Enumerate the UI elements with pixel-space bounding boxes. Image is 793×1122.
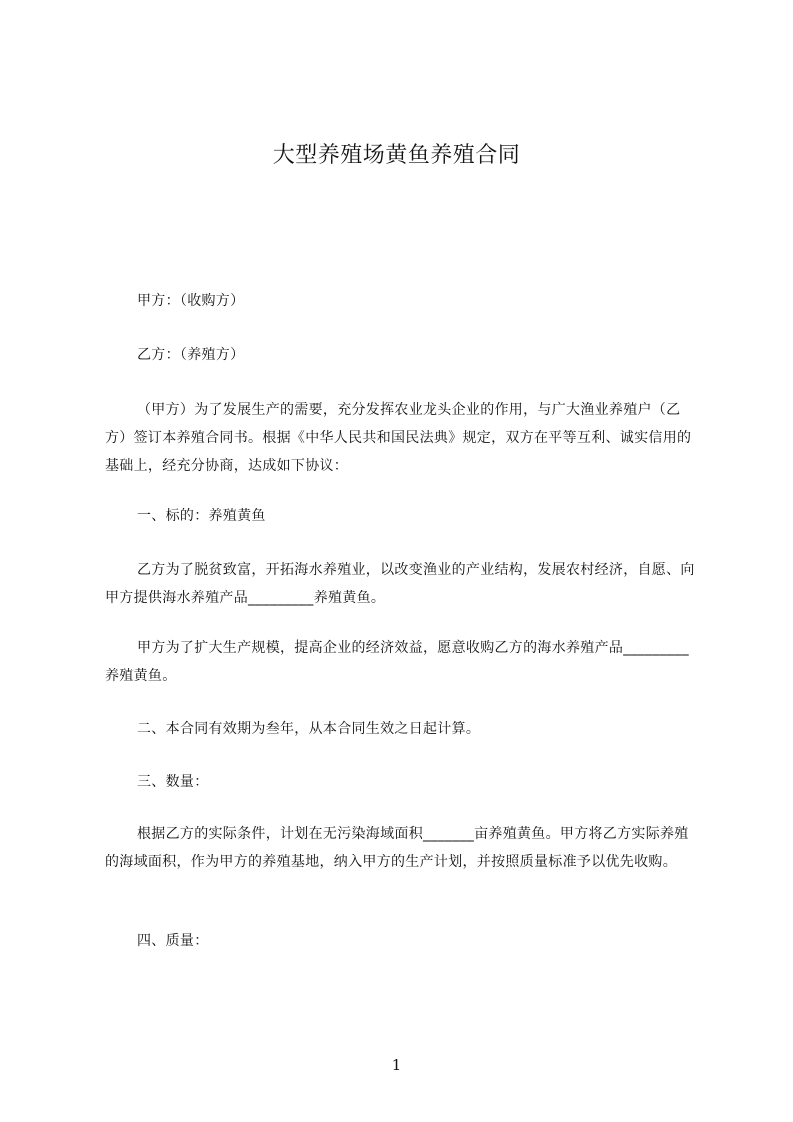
intro-paragraph: （甲方）为了发展生产的需要，充分发挥农业龙头企业的作用，与广大渔业养殖户（乙方）签订本养殖合同书。根据《中华人民共和国民法典》规定，双方在平等互利、诚实信用的基础上，经充分协商，达成如下协议：: [105, 402, 692, 474]
section-3-paragraph: 根据乙方的实际条件，计划在无污染海域面积_______亩养殖黄鱼。甲方将乙方实际养殖的海域面积，作为甲方的养殖基地，纳入甲方的生产计划，并按照质量标准予以优先收购。: [105, 826, 689, 870]
section-3-heading: 三、数量：: [137, 774, 209, 790]
section-1-paragraph-2: 甲方为了扩大生产规模，提高企业的经济效益，愿意收购乙方的海水养殖产品_________养殖黄鱼。: [105, 640, 689, 684]
page-number: 1: [391, 1056, 402, 1074]
section-1-paragraph-1: 乙方为了脱贫致富，开拓海水养殖业，以改变渔业的产业结构，发展农村经济，自愿、向甲方提供海水养殖产品_________养殖黄鱼。: [105, 562, 695, 606]
party-a-line: 甲方：（收购方）: [137, 293, 245, 309]
section-2-heading: 二、本合同有效期为叁年，从本合同生效之日起计算。: [137, 721, 481, 737]
document-title: 大型养殖场黄鱼养殖合同: [272, 143, 521, 168]
section-1-heading: 一、标的：养殖黄鱼: [137, 508, 266, 524]
section-4-heading: 四、质量：: [137, 933, 209, 949]
party-b-line: 乙方：（养殖方）: [137, 347, 245, 363]
